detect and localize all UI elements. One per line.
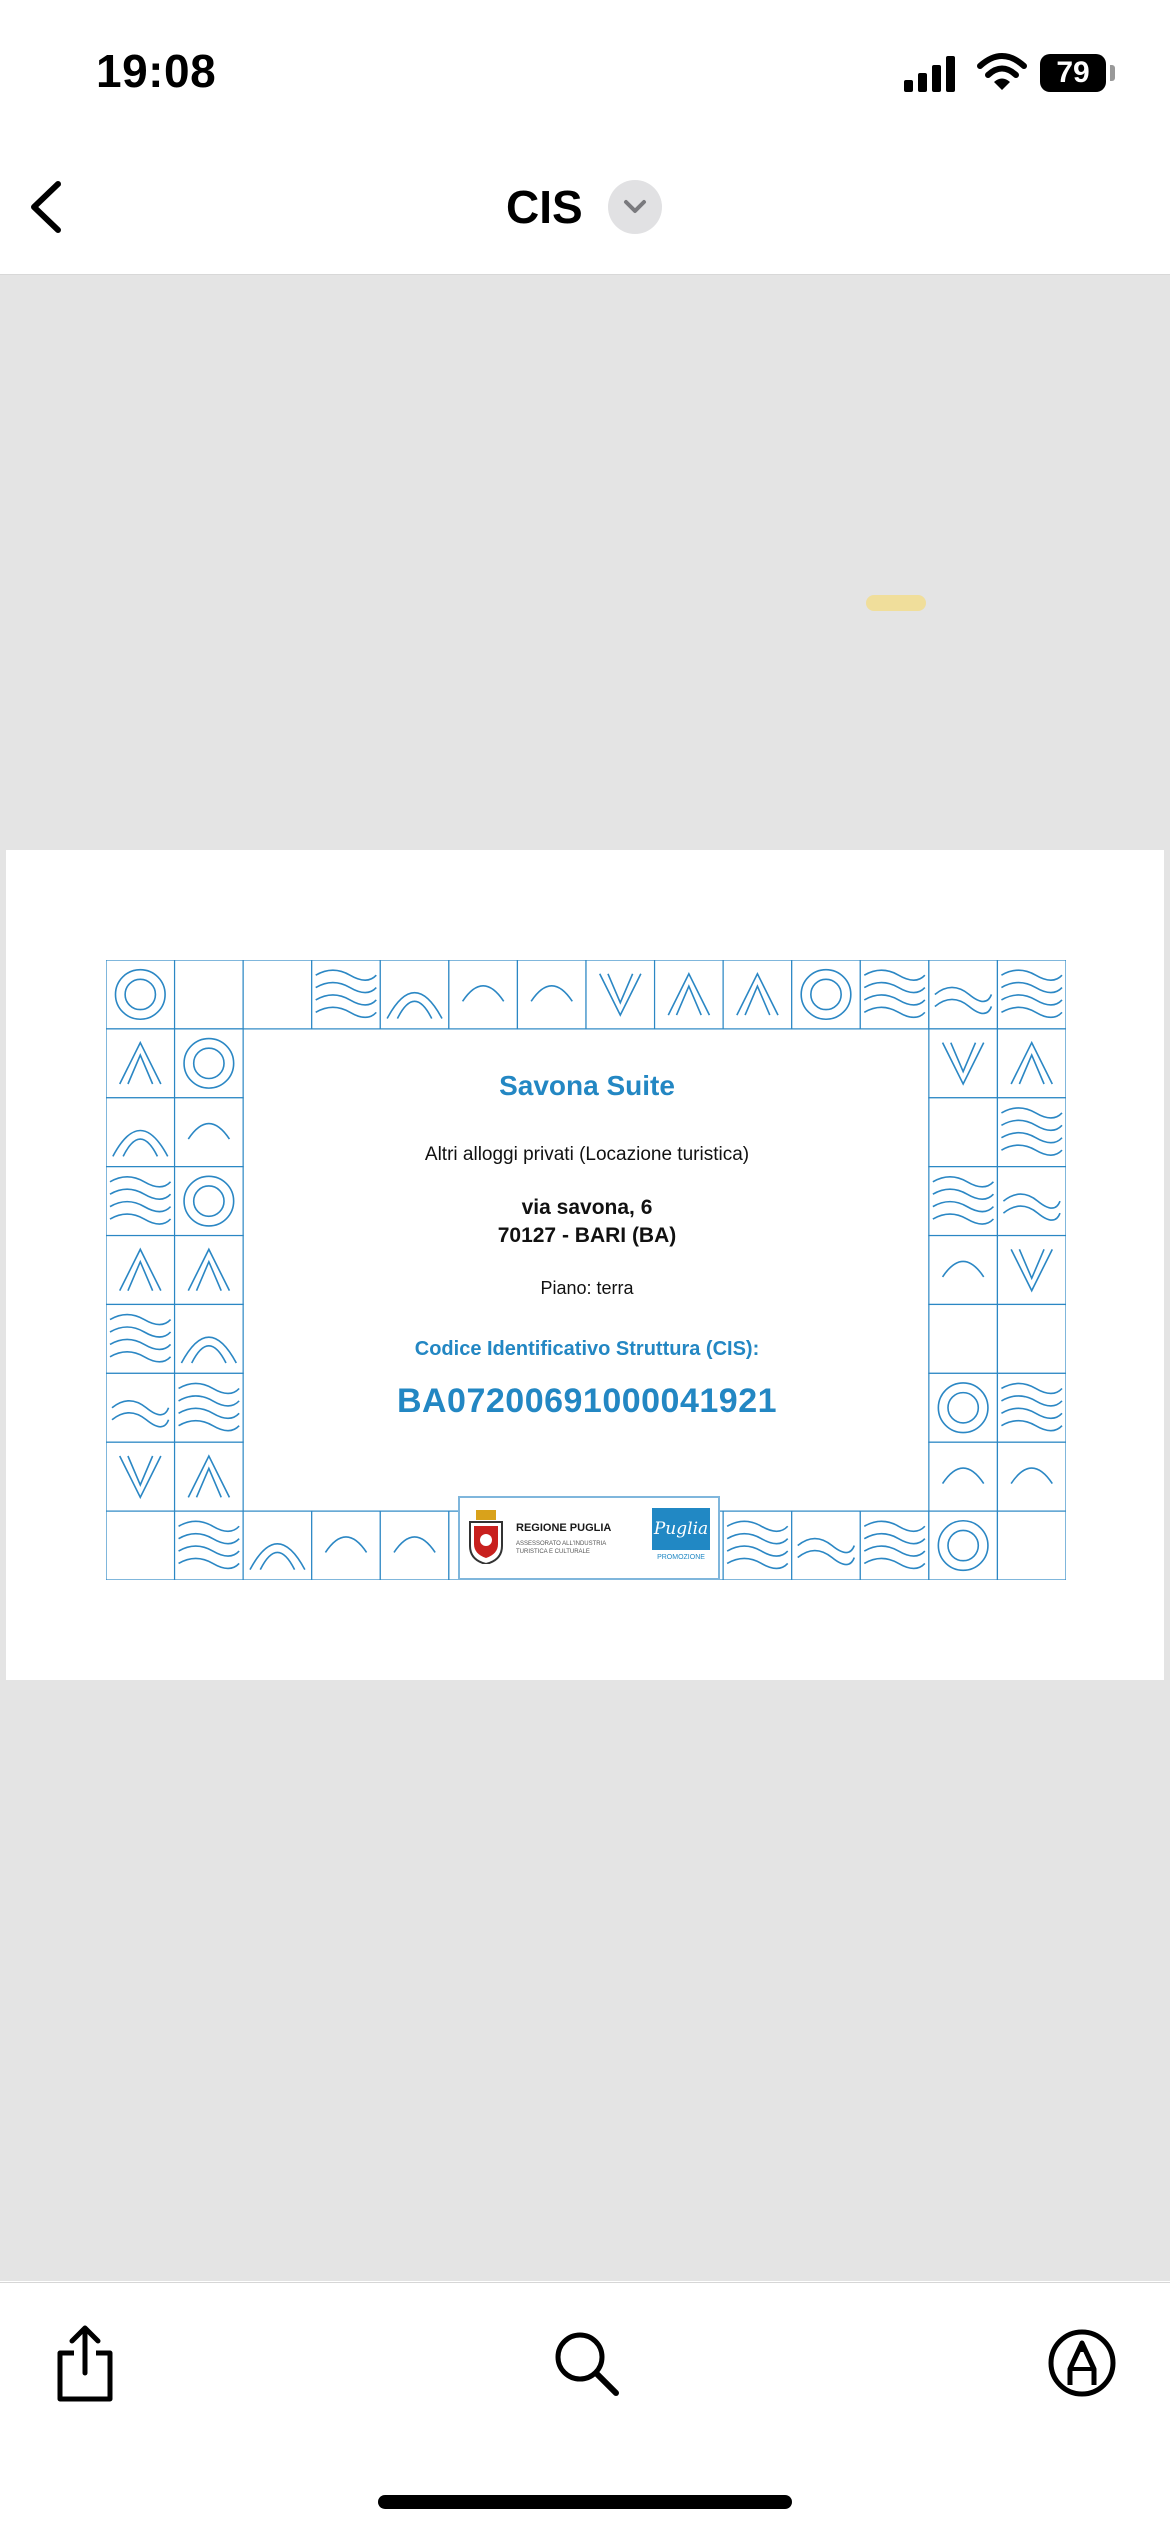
highlight-mark — [866, 595, 926, 611]
document-title[interactable]: CIS — [506, 181, 583, 233]
chevron-left-icon[interactable] — [18, 176, 80, 238]
cis-label: Codice Identificativo Struttura (CIS): — [414, 1338, 760, 1360]
share-icon[interactable] — [50, 2323, 120, 2403]
structure-name: Savona Suite — [499, 1070, 675, 1101]
chevron-down-icon — [622, 196, 648, 218]
battery-level: 79 — [1056, 56, 1090, 89]
cis-code: BA07200691000041921 — [396, 1382, 778, 1420]
battery-cap — [1110, 65, 1115, 81]
address-city: 70127 - BARI (BA) — [497, 1224, 677, 1247]
title-menu-button[interactable] — [608, 180, 662, 234]
nav-bar — [0, 140, 1170, 275]
address-street: via savona, 6 — [521, 1196, 653, 1219]
bottom-toolbar — [0, 2282, 1170, 2533]
status-time: 19:08 — [96, 45, 217, 97]
coat-of-arms-icon — [468, 1510, 504, 1564]
puglia-promozione: PROMOZIONE — [657, 1554, 705, 1561]
document-page — [6, 850, 1164, 1680]
markup-pen-icon[interactable] — [1046, 2327, 1118, 2399]
structure-type: Altri alloggi privati (Locazione turistica) — [424, 1144, 750, 1165]
document-viewer[interactable] — [0, 275, 1170, 2281]
region-department: ASSESSORATO ALL'INDUSTRIA TURISTICA E CULTURALE — [516, 1541, 606, 1555]
logos-box — [458, 1496, 720, 1580]
search-icon[interactable] — [550, 2327, 622, 2399]
puglia-logo: Puglia — [652, 1508, 710, 1550]
wifi-icon — [976, 52, 1028, 92]
region-name: REGIONE PUGLIA — [516, 1522, 612, 1534]
cis-certificate — [106, 960, 1066, 1580]
battery-indicator — [1040, 54, 1106, 92]
floor-info: Piano: terra — [540, 1278, 634, 1298]
home-indicator — [378, 2495, 792, 2509]
certificate-panel — [248, 1030, 926, 1508]
status-bar — [0, 0, 1170, 140]
cellular-signal-icon — [904, 56, 958, 92]
